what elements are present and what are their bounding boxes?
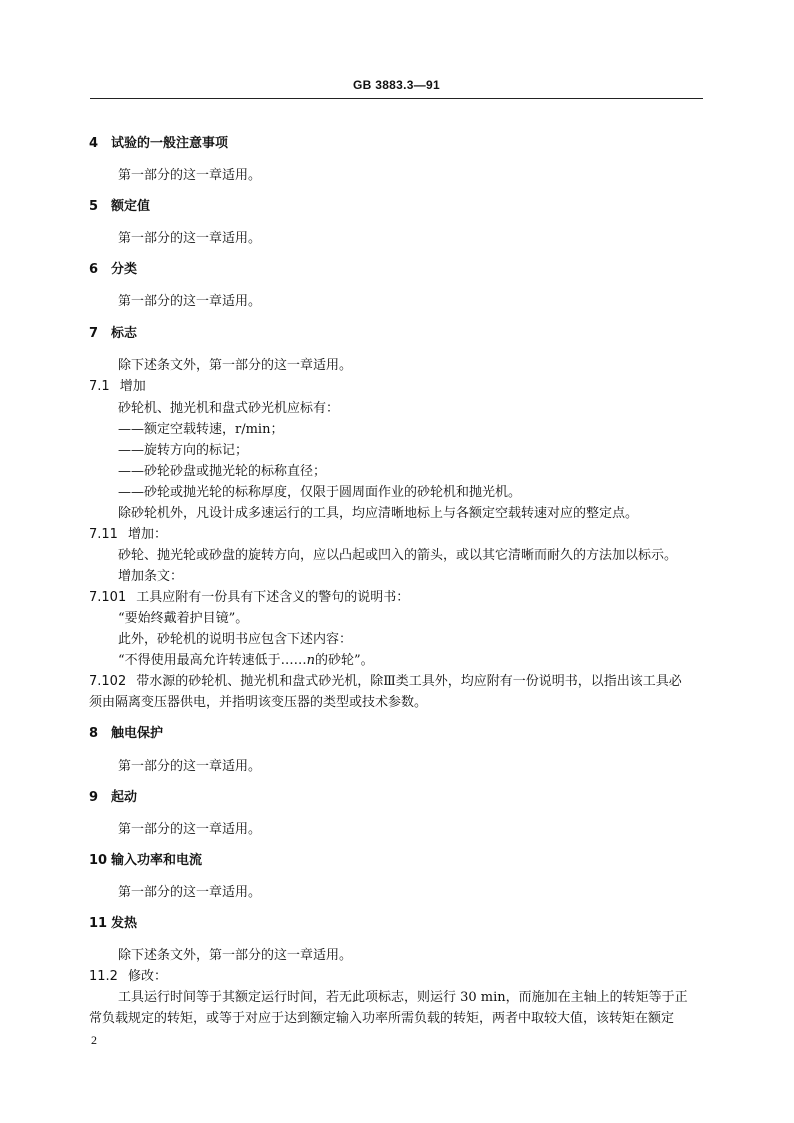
paragraph: 第一部分的这一章适用。: [118, 294, 262, 309]
paragraph: 除下述条文外，第一部分的这一章适用。: [118, 948, 353, 963]
paragraph: “要始终戴着护目镜”。: [118, 611, 249, 626]
clause-number: 7.102: [89, 674, 127, 689]
clause-number: 7.11: [89, 527, 118, 542]
paragraph: 第一部分的这一章适用。: [118, 822, 262, 837]
list-item: ——旋转方向的标记；: [118, 443, 249, 458]
section-heading-7: [89, 326, 137, 342]
page-number: 2: [91, 1033, 97, 1047]
clause-7-11: [89, 527, 167, 543]
section-title: 分类: [111, 262, 138, 277]
paragraph: 第一部分的这一章适用。: [118, 885, 262, 900]
clause-7-1: [89, 379, 146, 395]
section-title: 发热: [111, 916, 138, 931]
clause-text: 带水源的砂轮机、抛光机和盘式砂光机，除Ⅲ类工具外，均应附有一份说明书，以指出该工具必: [136, 674, 682, 689]
paragraph: 第一部分的这一章适用。: [118, 759, 262, 774]
paragraph: 此外，砂轮机的说明书应包含下述内容：: [118, 632, 353, 647]
section-number: 8: [89, 726, 99, 741]
clause-text: 增加：: [127, 527, 167, 542]
paragraph: 砂轮、抛光轮或砂盘的旋转方向，应以凸起或凹入的箭头，或以其它清晰而耐久的方法加以标示。: [118, 548, 678, 563]
paragraph: 工具运行时间等于其额定运行时间，若无此项标志，则运行 30 min，而施加在主轴上的转矩等于正: [118, 990, 688, 1005]
section-title: 标志: [111, 326, 138, 341]
clause-text: 修改：: [127, 969, 167, 984]
paragraph: 砂轮机、抛光机和盘式砂光机应标有：: [118, 401, 340, 416]
clause-7-102: [89, 674, 682, 690]
section-number: 4: [89, 136, 99, 151]
header-rule: [90, 98, 703, 99]
page-header-standard-code: GB 3883.3—91: [353, 78, 440, 92]
section-number: 7: [89, 326, 99, 341]
section-number: 9: [89, 790, 99, 805]
section-heading-8: [89, 726, 163, 742]
list-item: ——额定空载转速，r/min；: [118, 422, 284, 437]
section-title: 触电保护: [111, 726, 164, 741]
clause-number: 11.2: [89, 969, 118, 984]
section-heading-9: [89, 790, 137, 806]
paragraph: 须由隔离变压器供电，并指明该变压器的类型或技术参数。: [89, 695, 428, 710]
paragraph: 第一部分的这一章适用。: [118, 168, 262, 183]
clause-7-101: [89, 590, 409, 606]
section-heading-5: [89, 199, 150, 215]
section-number: 11: [89, 916, 108, 931]
list-item: ——砂轮砂盘或抛光轮的标称直径；: [118, 464, 327, 479]
paragraph-part: “不得使用最高允许转速低于……: [118, 653, 307, 668]
list-item: ——砂轮或抛光轮的标称厚度，仅限于圆周面作业的砂轮机和抛光机。: [118, 485, 522, 500]
paragraph: 除砂轮机外，凡设计成多速运行的工具，均应清晰地标上与各额定空载转速对应的整定点。: [118, 506, 639, 521]
section-title: 输入功率和电流: [111, 853, 203, 868]
section-title: 试验的一般注意事项: [111, 136, 229, 151]
section-heading-6: [89, 262, 137, 278]
section-heading-11: [89, 916, 137, 932]
paragraph-part: 的砂轮”。: [315, 653, 374, 668]
paragraph: 除下述条文外，第一部分的这一章适用。: [118, 358, 353, 373]
paragraph: 增加条文：: [118, 569, 184, 584]
section-number: 5: [89, 199, 99, 214]
section-heading-10: [89, 853, 202, 869]
clause-11-2: [89, 969, 167, 985]
paragraph: 常负载规定的转矩，或等于对应于达到额定输入功率所需负载的转矩，两者中取较大值，该转矩在额定: [89, 1011, 675, 1026]
section-heading-4: [89, 136, 228, 152]
clause-number: 7.1: [89, 379, 110, 394]
paragraph: [118, 653, 374, 669]
section-title: 起动: [111, 790, 138, 805]
clause-text: 工具应附有一份具有下述含义的警句的说明书：: [136, 590, 410, 605]
clause-number: 7.101: [89, 590, 127, 605]
section-number: 10: [89, 853, 108, 868]
section-number: 6: [89, 262, 99, 277]
section-title: 额定值: [111, 199, 151, 214]
clause-text: 增加: [119, 379, 146, 394]
paragraph: 第一部分的这一章适用。: [118, 231, 262, 246]
speed-symbol: n: [306, 653, 316, 668]
